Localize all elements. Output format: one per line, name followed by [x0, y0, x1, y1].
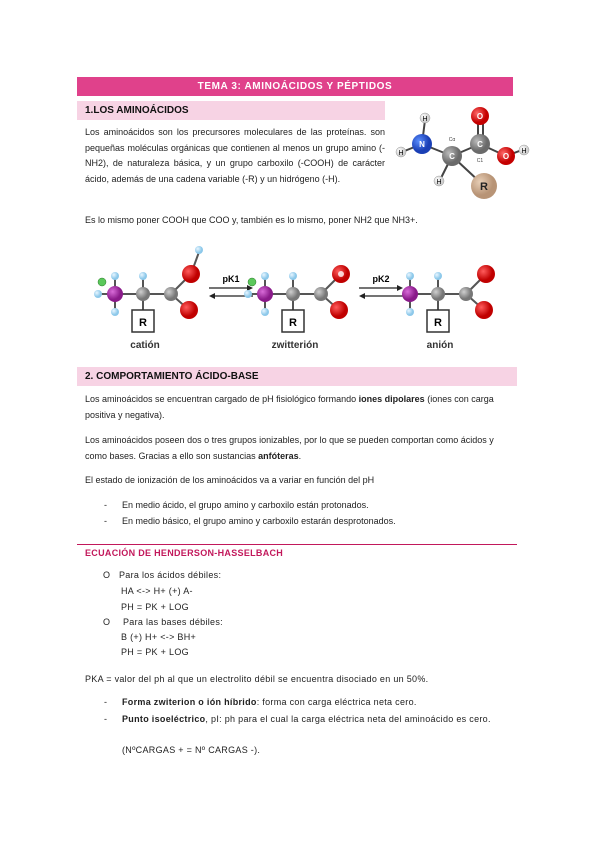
- bases-equation: B (+) H+ <-> BH+: [121, 632, 197, 642]
- molecule-label: H: [398, 150, 404, 157]
- list-item: - Forma zwiterion o ión híbrido: forma con carga eléctrica neta cero.: [104, 697, 417, 707]
- bases-ph-formula: PH = PK + LOG: [121, 647, 189, 657]
- section-heading-aminoacidos: 1.LOS AMINOÁCIDOS: [77, 101, 385, 120]
- molecule-label: Cα: [448, 137, 456, 143]
- equivalence-note: Es lo mismo poner COOH que COO y, también es lo mismo, poner NH2 que NH3+.: [85, 215, 418, 225]
- list-item-text: En medio ácido, el grupo amino y carboxilo están protonados.: [122, 500, 369, 510]
- acids-equation: HA <-> H+ (+) A-: [121, 586, 193, 596]
- molecule-label: H: [521, 148, 527, 155]
- paragraph-text: Los aminoácidos poseen dos o tres grupos ionizables, por lo que se pueden comportan como ácidos y como bases. Gracias a ello son sustancias: [85, 435, 494, 461]
- zwitterion-label: zwitterión: [271, 340, 319, 351]
- term-zwiterion: Forma zwiterion o ión híbrido: [122, 697, 257, 707]
- list-item: - En medio ácido, el grupo amino y carboxilo están protonados.: [104, 500, 369, 510]
- paragraph-text: Los aminoácidos se encuentran cargado de pH fisiológico formando: [85, 394, 359, 404]
- term-anfoteras: anfóteras: [258, 450, 299, 461]
- molecule-label: H: [436, 179, 442, 186]
- pk1-label: pK1: [222, 274, 240, 284]
- paragraph-text: (iones con carga positiva y negativa).: [85, 394, 494, 420]
- bullet-marker: O: [103, 617, 111, 627]
- list-item: - En medio básico, el grupo amino y carboxilo estarán desprotonados.: [104, 516, 396, 526]
- pk2-label: pK2: [372, 274, 390, 284]
- anion-structure: [402, 265, 495, 351]
- molecule-label: O: [476, 112, 484, 121]
- amphoteric-paragraph: [85, 433, 517, 464]
- list-item-text: En medio básico, el grupo amino y carboxilo estarán desprotonados.: [122, 516, 396, 526]
- amino-acid-structure-diagram: [392, 104, 532, 204]
- ionization-states-diagram: [85, 240, 515, 360]
- molecule-label: N: [419, 140, 425, 149]
- divider: [77, 544, 517, 545]
- zwitterion-structure: [244, 265, 350, 351]
- list-item-text: : forma con carga eléctrica neta cero.: [256, 697, 417, 707]
- list-item: - Punto isoeléctrico, pI: ph para el cual la carga eléctrica neta del aminoácido es cero.: [104, 714, 491, 724]
- cation-label: catión: [130, 340, 160, 351]
- cation-structure: [94, 246, 203, 351]
- page-title: TEMA 3: AMINOÁCIDOS Y PÉPTIDOS: [77, 77, 513, 96]
- ionization-state-paragraph: El estado de ionización de los aminoácidos va a variar en función del pH: [85, 475, 375, 485]
- r-group-label: R: [139, 317, 147, 329]
- molecule-label: C: [477, 140, 483, 149]
- molecule-label: R: [480, 181, 488, 193]
- r-group-label: R: [289, 317, 297, 329]
- molecule-label: C: [449, 152, 455, 161]
- molecule-label: H: [422, 116, 428, 123]
- term-punto-isoelectrico: Punto isoeléctrico: [122, 714, 206, 724]
- equilibrium-arrow-pk2: [359, 274, 403, 299]
- term-iones-dipolares: iones dipolares: [358, 394, 425, 404]
- anion-label: anión: [426, 340, 454, 351]
- r-group-label: R: [434, 317, 442, 329]
- acids-label: Para los ácidos débiles:: [119, 570, 222, 580]
- list-item-text: , pI: ph para el cual la carga eléctrica neta del aminoácido es cero.: [205, 714, 491, 724]
- paragraph-text: .: [298, 450, 302, 461]
- acids-ph-formula: PH = PK + LOG: [121, 602, 189, 612]
- molecule-label: C1: [476, 158, 484, 164]
- pka-definition: PKA = valor del ph al que un electrolito débil se encuentra disociado en un 50%.: [85, 674, 429, 684]
- aminoacid-definition-paragraph: Los aminoácidos son los precursores moleculares de las proteínas. son pequeñas moléculas orgánicas que contienen al menos un grupo amino (-NH2), de naturaleza básica, y un grupo carboxilo (-COOH) de carácter ácido, además de una cadena variable (-R) y un hidrógeno (-H).: [85, 127, 385, 184]
- bases-label: Para las bases débiles:: [123, 617, 223, 627]
- bullet-marker: O: [103, 570, 111, 580]
- section-heading-acido-base: 2. COMPORTAMIENTO ÁCIDO-BASE: [77, 367, 517, 386]
- charge-balance-note: (NºCARGAS + = Nº CARGAS -).: [122, 745, 261, 755]
- molecule-label: O: [502, 152, 510, 161]
- dipolar-ions-paragraph: [85, 392, 517, 423]
- subheading-henderson-hasselbach: ECUACIÓN DE HENDERSON-HASSELBACH: [85, 548, 284, 558]
